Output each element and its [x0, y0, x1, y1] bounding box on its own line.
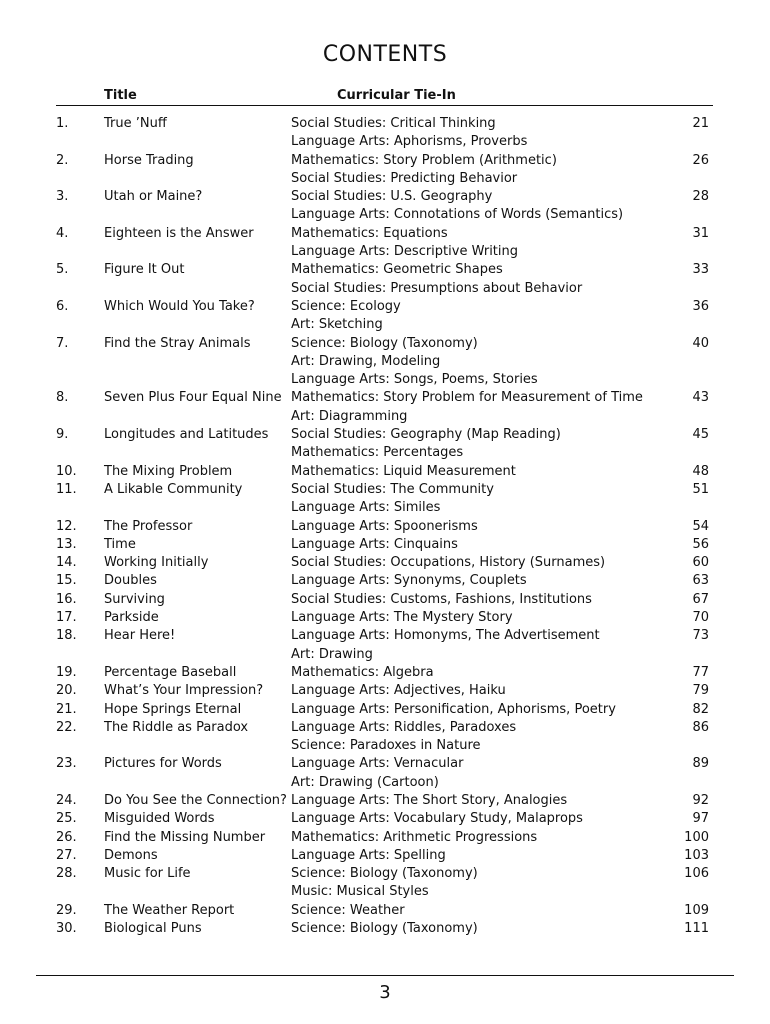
entry-page: 36: [692, 298, 709, 314]
entry-number: 17.: [56, 610, 77, 626]
toc-entry: [56, 426, 713, 463]
entry-number: 5.: [56, 262, 69, 278]
toc-entry: [56, 609, 713, 627]
entry-title: Eighteen is the Answer: [104, 225, 254, 241]
entry-page: 79: [692, 683, 709, 699]
toc-entry: [56, 701, 713, 719]
entry-tieins: [291, 664, 653, 682]
toc-entry: [56, 865, 713, 902]
entry-number: 4.: [56, 225, 69, 241]
header-divider: [56, 105, 713, 106]
column-header-title: Title: [104, 88, 137, 103]
entry-page: 45: [692, 427, 709, 443]
entry-title: Pictures for Words: [104, 756, 222, 772]
entry-title: The Professor: [104, 518, 193, 534]
entry-tieins: [291, 225, 653, 262]
entry-page: 111: [684, 921, 709, 937]
entry-tiein: Mathematics: Geometric Shapes: [291, 262, 503, 278]
entry-title: Working Initially: [104, 555, 209, 571]
entry-number: 21.: [56, 701, 77, 717]
entry-tieins: [291, 298, 653, 335]
entry-page: 40: [692, 335, 709, 351]
entry-title: Utah or Maine?: [104, 189, 203, 205]
toc-entry: [56, 572, 713, 590]
entry-tiein: Art: Drawing, Modeling: [291, 353, 441, 369]
entry-number: 7.: [56, 335, 69, 351]
entry-tieins: [291, 481, 653, 518]
entry-tiein: Mathematics: Liquid Measurement: [291, 463, 516, 479]
entry-title: Longitudes and Latitudes: [104, 427, 269, 443]
entry-number: 19.: [56, 664, 77, 680]
toc-entry: [56, 518, 713, 536]
entry-title: Do You See the Connection?: [104, 792, 287, 808]
entry-tiein: Language Arts: Vocabulary Study, Malaprops: [291, 811, 583, 827]
entry-tiein: Social Studies: Occupations, History (Surnames): [291, 555, 606, 571]
entry-tiein: Mathematics: Algebra: [291, 664, 434, 680]
toc-entry: [56, 847, 713, 865]
entry-tiein: Language Arts: Personification, Aphorisms, Poetry: [291, 701, 616, 717]
toc-entry: [56, 298, 713, 335]
entry-tiein: Art: Sketching: [291, 317, 383, 333]
entry-tieins: [291, 188, 653, 225]
entry-number: 8.: [56, 390, 69, 406]
entry-number: 22.: [56, 719, 77, 735]
entry-page: 92: [692, 792, 709, 808]
entry-tieins: [291, 920, 653, 938]
entry-page: 73: [692, 628, 709, 644]
entry-number: 13.: [56, 536, 77, 552]
entry-tieins: [291, 810, 653, 828]
entry-tiein: Science: Biology (Taxonomy): [291, 921, 478, 937]
entry-page: 21: [692, 116, 709, 131]
entry-number: 30.: [56, 921, 77, 937]
entry-page: 109: [684, 902, 709, 918]
entry-tiein: Art: Diagramming: [291, 408, 408, 424]
entry-tieins: [291, 115, 653, 152]
entry-tiein: Mathematics: Equations: [291, 225, 448, 241]
entry-number: 20.: [56, 683, 77, 699]
entry-tiein: Language Arts: Homonyms, The Advertisement: [291, 628, 600, 644]
entry-tieins: [291, 627, 653, 664]
entry-tiein: Language Arts: Aphorisms, Proverbs: [291, 134, 528, 150]
entry-title: Hope Springs Eternal: [104, 701, 242, 717]
entry-page: 67: [692, 591, 709, 607]
entry-tieins: [291, 865, 653, 902]
entry-tiein: Language Arts: Cinquains: [291, 536, 458, 552]
entry-tiein: Art: Drawing: [291, 646, 373, 662]
entry-number: 10.: [56, 463, 77, 479]
entry-tiein: Science: Paradoxes in Nature: [291, 738, 481, 754]
entry-page: 82: [692, 701, 709, 717]
entry-tiein: Mathematics: Story Problem (Arithmetic): [291, 152, 557, 168]
entry-tiein: Language Arts: Spelling: [291, 847, 446, 863]
toc-entry: [56, 627, 713, 664]
entry-tiein: Social Studies: Geography (Map Reading): [291, 427, 561, 443]
entry-tieins: [291, 829, 653, 847]
entry-tiein: Language Arts: Connotations of Words (Semantics): [291, 207, 624, 223]
column-headers: [56, 88, 713, 105]
entry-title: Surviving: [104, 591, 165, 607]
entry-tieins: [291, 335, 653, 390]
entry-tieins: [291, 426, 653, 463]
entry-title: Misguided Words: [104, 811, 215, 827]
entry-page: 54: [692, 518, 709, 534]
entry-tieins: [291, 792, 653, 810]
entry-tiein: Language Arts: Synonyms, Couplets: [291, 573, 527, 589]
page-number: 3: [379, 982, 391, 1003]
entry-title: Percentage Baseball: [104, 664, 237, 680]
entry-tieins: [291, 261, 653, 298]
entry-tieins: [291, 518, 653, 536]
entry-tiein: Language Arts: Descriptive Writing: [291, 244, 519, 260]
entry-page: 28: [692, 189, 709, 205]
entry-tiein: Mathematics: Arithmetic Progressions: [291, 829, 538, 845]
entry-title: The Riddle as Paradox: [104, 719, 249, 735]
toc-entry: [56, 188, 713, 225]
toc-entry: [56, 829, 713, 847]
entry-title: Music for Life: [104, 866, 191, 882]
entry-tiein: Science: Ecology: [291, 298, 401, 314]
entry-page: 31: [692, 225, 709, 241]
entry-page: 26: [692, 152, 709, 168]
entry-number: 16.: [56, 591, 77, 607]
toc-entry: [56, 335, 713, 390]
entry-tiein: Language Arts: The Mystery Story: [291, 610, 513, 626]
entry-number: 25.: [56, 811, 77, 827]
entry-page: 70: [692, 610, 709, 626]
entry-tiein: Language Arts: Songs, Poems, Stories: [291, 372, 538, 388]
entry-tiein: Social Studies: Critical Thinking: [291, 116, 496, 131]
entry-tieins: [291, 847, 653, 865]
entry-tiein: Language Arts: Riddles, Paradoxes: [291, 719, 517, 735]
entry-page: 89: [692, 756, 709, 772]
entry-tieins: [291, 755, 653, 792]
entry-title: Find the Stray Animals: [104, 335, 251, 351]
entry-tieins: [291, 554, 653, 572]
entry-tiein: Language Arts: Spoonerisms: [291, 518, 478, 534]
contents-list: [56, 115, 713, 938]
entry-title: A Likable Community: [104, 481, 243, 497]
entry-number: 11.: [56, 481, 77, 497]
entry-tieins: [291, 389, 653, 426]
entry-page: 77: [692, 664, 709, 680]
entry-tiein: Social Studies: Customs, Fashions, Institutions: [291, 591, 592, 607]
entry-tieins: [291, 572, 653, 590]
entry-number: 2.: [56, 152, 69, 168]
entry-tiein: Social Studies: Presumptions about Behavior: [291, 280, 583, 296]
entry-number: 29.: [56, 902, 77, 918]
entry-page: 86: [692, 719, 709, 735]
entry-number: 23.: [56, 756, 77, 772]
entry-page: 56: [692, 536, 709, 552]
toc-entry: [56, 261, 713, 298]
entry-number: 3.: [56, 189, 69, 205]
entry-tiein: Social Studies: Predicting Behavior: [291, 170, 518, 186]
entry-tiein: Science: Biology (Taxonomy): [291, 866, 478, 882]
toc-entry: [56, 152, 713, 189]
entry-title: The Mixing Problem: [104, 463, 233, 479]
entry-title: Horse Trading: [104, 152, 194, 168]
entry-tieins: [291, 609, 653, 627]
entry-title: Doubles: [104, 573, 157, 589]
entry-tiein: Mathematics: Story Problem for Measurement of Time: [291, 390, 643, 406]
toc-entry: [56, 591, 713, 609]
toc-entry: [56, 792, 713, 810]
entry-number: 15.: [56, 573, 77, 589]
entry-page: 97: [692, 811, 709, 827]
entry-tiein: Language Arts: The Short Story, Analogies: [291, 792, 568, 808]
entry-tieins: [291, 591, 653, 609]
toc-entry: [56, 225, 713, 262]
entry-page: 51: [692, 481, 709, 497]
entry-page: 60: [692, 555, 709, 571]
entry-tiein: Art: Drawing (Cartoon): [291, 774, 439, 790]
toc-entry: [56, 115, 713, 152]
entry-page: 100: [684, 829, 709, 845]
toc-entry: [56, 536, 713, 554]
entry-tieins: [291, 152, 653, 189]
entry-page: 43: [692, 390, 709, 406]
toc-entry: [56, 389, 713, 426]
entry-title: Demons: [104, 847, 158, 863]
entry-tiein: Language Arts: Similes: [291, 500, 441, 516]
entry-title: What’s Your Impression?: [104, 683, 264, 699]
toc-entry: [56, 810, 713, 828]
entry-title: Figure It Out: [104, 262, 185, 278]
entry-tieins: [291, 682, 653, 700]
entry-number: 26.: [56, 829, 77, 845]
entry-title: Time: [104, 536, 136, 552]
entry-tiein: Social Studies: U.S. Geography: [291, 189, 493, 205]
entry-tiein: Science: Weather: [291, 902, 405, 918]
entry-number: 18.: [56, 628, 77, 644]
entry-tiein: Language Arts: Adjectives, Haiku: [291, 683, 506, 699]
entry-title: Which Would You Take?: [104, 298, 255, 314]
entry-number: 27.: [56, 847, 77, 863]
toc-entry: [56, 682, 713, 700]
entry-number: 6.: [56, 298, 69, 314]
entry-tieins: [291, 701, 653, 719]
entry-number: 24.: [56, 792, 77, 808]
toc-entry: [56, 664, 713, 682]
column-header-tiein: Curricular Tie-In: [337, 88, 456, 103]
toc-entry: [56, 920, 713, 938]
entry-page: 106: [684, 866, 709, 882]
entry-title: Find the Missing Number: [104, 829, 266, 845]
entry-title: The Weather Report: [104, 902, 235, 918]
entry-number: 9.: [56, 427, 69, 443]
toc-entry: [56, 481, 713, 518]
footer-divider: [36, 975, 734, 976]
entry-tieins: [291, 719, 653, 756]
entry-tieins: [291, 902, 653, 920]
entry-tiein: Music: Musical Styles: [291, 884, 429, 900]
entry-number: 12.: [56, 518, 77, 534]
toc-entry: [56, 755, 713, 792]
toc-entry: [56, 902, 713, 920]
toc-entry: [56, 463, 713, 481]
entry-number: 28.: [56, 866, 77, 882]
entry-page: 33: [692, 262, 709, 278]
entry-tieins: [291, 463, 653, 481]
entry-number: 14.: [56, 555, 77, 571]
entry-page: 48: [692, 463, 709, 479]
entry-title: Parkside: [104, 610, 159, 626]
entry-tieins: [291, 536, 653, 554]
entry-page: 63: [692, 573, 709, 589]
toc-entry: [56, 554, 713, 572]
toc-entry: [56, 719, 713, 756]
entry-title: Seven Plus Four Equal Nine: [104, 390, 282, 406]
entry-tiein: Mathematics: Percentages: [291, 445, 464, 461]
entry-tiein: Social Studies: The Community: [291, 481, 494, 497]
entry-tiein: Science: Biology (Taxonomy): [291, 335, 478, 351]
entry-tiein: Language Arts: Vernacular: [291, 756, 464, 772]
entry-number: 1.: [56, 116, 69, 131]
entry-title: True ’Nuff: [104, 116, 167, 131]
entry-page: 103: [684, 847, 709, 863]
page-title: CONTENTS: [322, 42, 448, 67]
entry-title: Biological Puns: [104, 921, 202, 937]
entry-title: Hear Here!: [104, 628, 176, 644]
